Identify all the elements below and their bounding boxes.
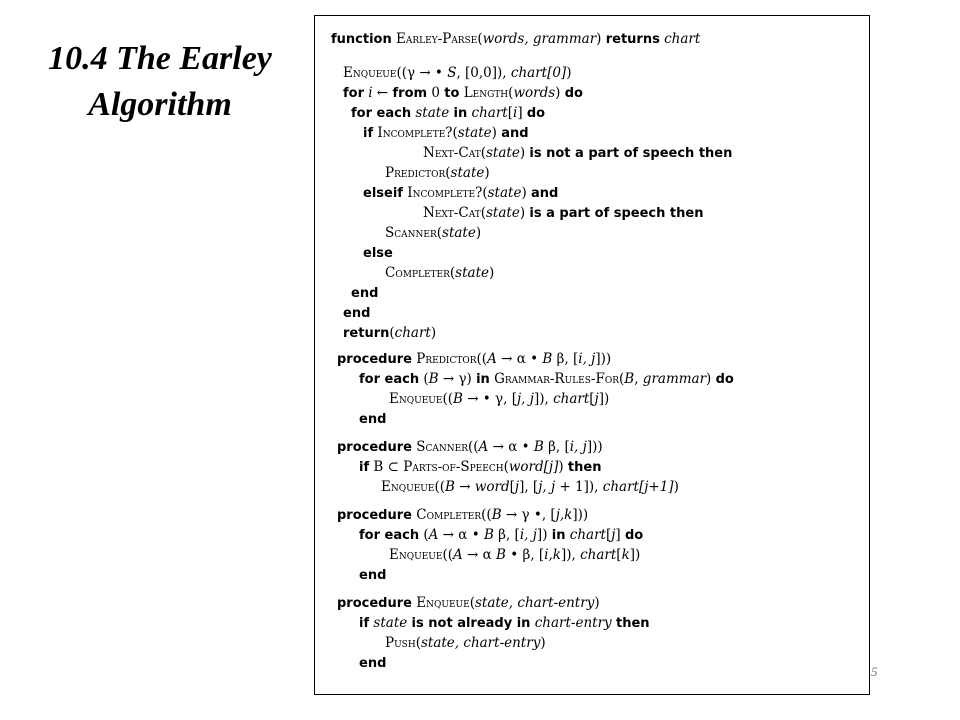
algorithm-box — [314, 15, 870, 695]
code-line-scanner-header: procedure Scanner((A → α • B β, [i, j])) — [337, 439, 603, 455]
code-line-scanner-if: if B ⊂ Parts-of-Speech(word[j]) then — [359, 459, 602, 475]
code-line-predictor-header: procedure Predictor((A → α • B β, [i, j])) — [337, 351, 612, 367]
code-line-next-cat-not-pos: Next-Cat(state) is not a part of speech then — [423, 145, 733, 161]
code-line-completer-header: procedure Completer((B → γ •, [j,k])) — [337, 507, 589, 523]
code-line-predictor-loop: for each (B → γ) in Grammar-Rules-For(B, grammar) do — [359, 371, 734, 387]
code-line-end: end — [343, 306, 371, 321]
code-line-if-incomplete: if Incomplete?(state) and — [363, 125, 529, 141]
code-line-for-loop: for i ← from 0 to Length(words) do — [343, 85, 583, 101]
code-line-end: end — [359, 568, 387, 583]
code-line-end: end — [351, 286, 379, 301]
code-line-push: Push(state, chart-entry) — [385, 635, 546, 651]
code-line-next-cat-pos: Next-Cat(state) is a part of speech then — [423, 205, 704, 221]
code-line-scanner-call: Scanner(state) — [385, 225, 482, 241]
code-line-completer-enqueue: Enqueue((A → α B • β, [i,k]), chart[k]) — [389, 547, 641, 563]
slide-title-line-2: Algorithm — [88, 86, 232, 123]
code-line-end: end — [359, 412, 387, 427]
code-line-enqueue-header: procedure Enqueue(state, chart-entry) — [337, 595, 600, 611]
code-line-function-header: function Earley-Parse(words, grammar) returns chart — [331, 31, 701, 47]
slide-title — [20, 36, 300, 128]
code-line-for-each-state: for each state in chart[i] do — [351, 105, 546, 121]
code-line-elseif: elseif Incomplete?(state) and — [363, 185, 559, 201]
code-line-else: else — [363, 246, 393, 261]
code-line-return: return(chart) — [343, 325, 437, 341]
code-line-end: end — [359, 656, 387, 671]
slide-title-line-1: 10.4 The Earley — [48, 40, 272, 77]
code-line-initial-enqueue: Enqueue((γ → • S, [0,0]), chart[0]) — [343, 65, 572, 81]
code-line-completer-call: Completer(state) — [385, 265, 495, 281]
code-line-scanner-enqueue: Enqueue((B → word[j], [j, j + 1]), chart[j+1]) — [381, 479, 679, 495]
page-number: 5 — [871, 664, 878, 679]
code-line-enqueue-if: if state is not already in chart-entry then — [359, 615, 650, 631]
code-line-completer-loop: for each (A → α • B β, [i, j]) in chart[j] do — [359, 527, 644, 543]
code-line-predictor-call: Predictor(state) — [385, 165, 490, 181]
code-line-predictor-enqueue: Enqueue((B → • γ, [j, j]), chart[j]) — [389, 391, 610, 407]
